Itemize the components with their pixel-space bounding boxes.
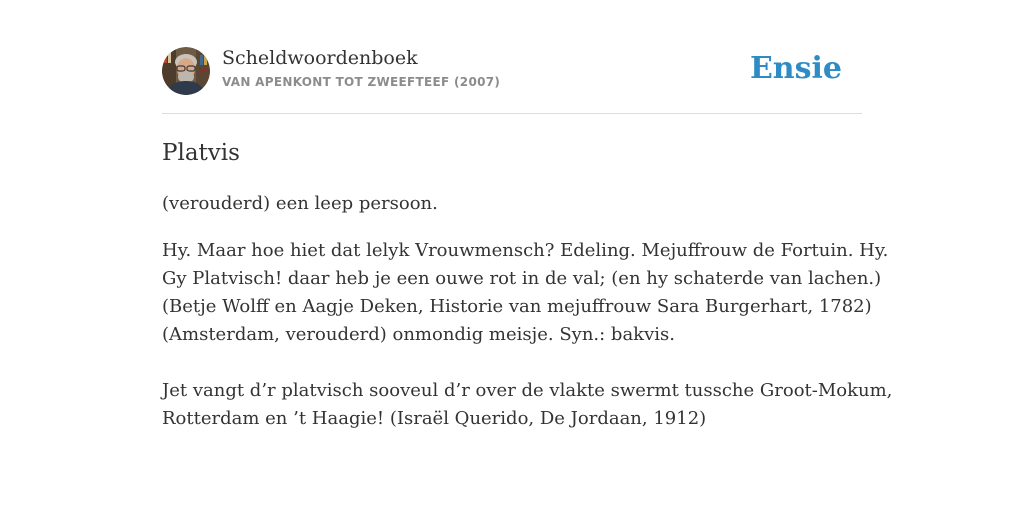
author-name[interactable]: Scheldwoordenboek [222,47,418,69]
author-avatar[interactable] [162,47,210,95]
body-line: Jet vangt d’r platvisch sooveul d’r over de vlakte swermt tussche Groot-Mokum, [162,380,893,401]
entry-definition: (verouderd) een leep persoon. [162,193,438,214]
body-line: Gy Platvisch! daar heb je een ouwe rot in de val; (en hy schaterde van lachen.) [162,268,882,289]
body-line: (Betje Wolff en Aagje Deken, Historie van mejuffrouw Sara Burgerhart, 1782) [162,296,872,317]
body-line: (Amsterdam, verouderd) onmondig meisje. Syn.: bakvis. [162,324,675,345]
body-blank-line [162,349,862,377]
body-line: Hy. Maar hoe hiet dat lelyk Vrouwmensch? Edeling. Mejuffrouw de Fortuin. Hy. [162,240,889,261]
header-divider [162,113,862,114]
brand-logo[interactable]: Ensie [749,51,842,86]
entry-body [162,237,893,433]
book-subtitle: VAN APENKONT TOT ZWEEFTEEF (2007) [222,75,501,89]
entry-header [162,46,862,96]
body-line: Rotterdam en ’t Haagie! (Israël Querido, De Jordaan, 1912) [162,408,707,429]
entry-title: Platvis [162,140,240,166]
